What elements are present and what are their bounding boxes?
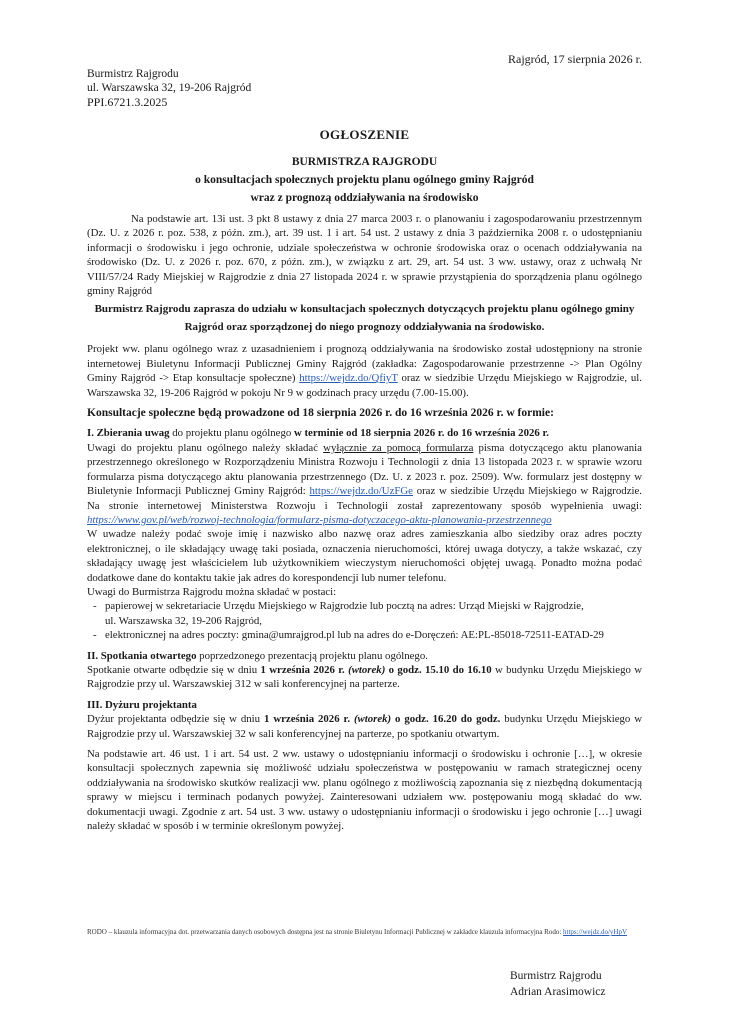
document-body	[87, 212, 642, 833]
ministry-link[interactable]: https://www.gov.pl/web/rozwoj-technologia/formularz-pisma-dotyczacego-aktu-planowania-przestrzennego	[87, 513, 552, 526]
section-1-paragraph-2: W uwadze należy podać swoje imię i nazwisko albo nazwę oraz adres zamieszkania albo siedziby oraz adres poczty elektronicznej, o ile składający uwagę taki posiada, oznaczenia nieruchomości, której uwaga dotyczy, a także wskazać, czy składający uwagę jest właścicielem lub użytkownikiem wieczystym nieruchomości objętej uwagą. Ponadto można podać dodatkowe dane do kontaktu takie jak adres do korespondencji lub numer telefonu.	[87, 528, 642, 584]
sender-block	[87, 67, 251, 109]
title-line-4: wraz z prognozą oddziaływania na środowisko	[250, 192, 479, 204]
invitation-paragraph: Burmistrz Rajgrodu zaprasza do udziału w konsultacjach społecznych dotyczących projektu planu ogólnego gminy Rajgród oraz sporządzonej do niego prognozy oddziaływania na środowisko.	[94, 303, 635, 334]
list-item	[105, 599, 642, 628]
section-3-date: 1 września 2026 r.	[264, 713, 351, 726]
section-2-subtitle: poprzedzonego prezentacją projektu planu ogólnego.	[196, 649, 428, 662]
section-3-text-end: budynku Urzędu Miejskiego w Rajgrodzie przy ul. Warszawskiej 32 w sali konferencyjnej na parterze, po spotkaniu otwartym.	[87, 713, 642, 740]
signature-name: Adrian Arasimowicz	[510, 986, 606, 998]
signature-block	[510, 968, 606, 1000]
document-title	[87, 127, 642, 207]
title-line-3: o konsultacjach społecznych projektu planu ogólnego gminy Rajgród	[195, 174, 534, 186]
section-3-heading	[87, 698, 642, 712]
section-3-text: Dyżur projektanta odbędzie się w dniu	[87, 713, 264, 726]
section-2-title: II. Spotkania otwartego	[87, 649, 197, 662]
section-2-heading	[87, 649, 642, 663]
section-1-paragraph-1	[87, 441, 642, 527]
section-2-time: o godz. 15.10 do 16.10	[388, 663, 492, 676]
list-item-text-cont: ul. Warszawska 32, 19-206 Rajgród,	[105, 614, 262, 627]
form-link[interactable]: https://wejdz.do/UzFGe	[309, 485, 413, 498]
form-text-cont: pisma dotyczącego aktu planowania przestrzennego określonego w Rozporządzeniu Ministra Rozwoju i Technologii z dnia 13 listopada 2023 r. w sprawie wzoru formularza pisma dotyczącego aktu planowania przestrzennego (Dz. U. z 2023 r. poz. 2509). Ww. formularz jest dostępny w Biuletynie Informacji Publicznej Gminy Rajgród:	[87, 441, 642, 498]
form-only-underlined: wyłącznie za pomocą formularza	[323, 441, 474, 454]
reference-number: PPI.6721.3.2025	[87, 95, 168, 109]
section-1-heading	[87, 426, 642, 440]
project-info-text-end: oraz w siedzibie Urzędu Miejskiego w Rajgrodzie, ul. Warszawska 32, 19-206 Rajgród w pokoju Nr 9 w godzinach pracy urzędu (7.00-15.00).	[87, 372, 642, 399]
title-line-2: BURMISTRZA RAJGRODU	[291, 156, 438, 168]
rodo-link[interactable]: https://wejdz.do/yHpV	[563, 928, 628, 936]
submission-methods-list	[87, 599, 642, 642]
project-info-paragraph	[87, 342, 642, 400]
section-1-paragraph-3: Uwagi do Burmistrza Rajgrodu można składać w postaci:	[87, 585, 337, 598]
rodo-footnote	[87, 927, 642, 937]
closing-paragraph: Na podstawie art. 46 ust. 1 i art. 54 ust. 2 ww. ustawy o udostępnianiu informacji o środowisku i ochronie […], w okresie konsultacji społecznych zapewnia się możliwość udziału społeczeństwa w postępowaniu w ramach strategicznej oceny oddziaływania na środowisko skutków realizacji ww. planu ogólnego z możliwością zapoznania się z niezbędną dokumentacją sprawy w miejscu i terminach podanych powyżej. Zainteresowani udziałem ww. postępowaniu mogą składać do ww. dokumentacji uwagi. Zgodnie z art. 54 ust. 3 ww. ustawy o udostępnianiu informacji o środowisku i jego ochronie […] uwagi należy składać w sposób i w terminie określonym powyżej.	[87, 748, 642, 833]
sender-name: Burmistrz Rajgrodu	[87, 68, 179, 80]
section-2-text: Spotkanie otwarte odbędzie się w dniu	[87, 663, 261, 676]
section-2-text-end: w budynku Urzędu Miejskiego w Rajgrodzie przy ul. Warszawskiej 312 w sali konferencyjnej na parterze.	[87, 663, 643, 691]
sender-address: ul. Warszawska 32, 19-206 Rajgród	[87, 82, 252, 94]
bip-link[interactable]: https://wejdz.do/QfiyT	[299, 372, 398, 385]
section-1-subtitle: do projektu planu ogólnego	[169, 427, 294, 440]
section-3-time: o godz. 16.20 do godz.	[395, 713, 501, 726]
section-2-date: 1 września 2026 r.	[260, 663, 345, 676]
rodo-text: RODO – klauzula informacyjna dot. przetwarzania danych osobowych dostępna jest na stronie Biuletynu Informacji Publicznej w zakładce klauzula informacyjna Rodo:	[87, 928, 564, 936]
form-text-cont-2: oraz w siedzibie Urzędu Miejskiego w Rajgrodzie. Na stronie internetowej Ministerstwa Rozwoju i Technologii został zaprezentowany sposób wypełnienia uwagi:	[87, 485, 642, 512]
section-1-dates: w terminie od 18 sierpnia 2026 r. do 16 września 2026 r.	[293, 427, 549, 440]
section-1-title: I. Zbierania uwag	[87, 427, 170, 440]
section-2-paragraph	[87, 663, 642, 692]
title-line-1: OGŁOSZENIE	[319, 127, 410, 142]
form-text: Uwagi do projektu planu ogólnego należy składać	[87, 441, 324, 454]
section-3-weekday: (wtorek)	[353, 713, 392, 726]
section-3-paragraph	[87, 712, 642, 741]
section-3-title: III. Dyżuru projektanta	[87, 698, 197, 711]
intro-paragraph: Na podstawie art. 13i ust. 3 pkt 8 ustawy z dnia 27 marca 2003 r. o planowaniu i zagospodarowaniu przestrzennym (Dz. U. z 2026 r. poz. 538, z późn. zm.), art. 39 ust. 1 i art. 54 ust. 2 ustawy z dnia 3 października 2008 r. o udostępnianiu informacji o środowisku i jego ochronie, udziale społeczeństwa w ochronie środowiska oraz o ocenach oddziaływania na środowisko (Dz. U. z 2026 r. poz. 670, z późn. zm.), w związku z art. 29, art. 54 ust. 3 ww. ustawy, oraz z uchwałą Nr VIII/57/24 Rady Miejskiej w Rajgrodzie z dnia 27 listopada 2024 r. w sprawie przystąpienia do sporządzenia planu ogólnego gminy Rajgród	[87, 213, 642, 298]
list-item-text: papierowej w sekretariacie Urzędu Miejskiego w Rajgrodzie lub pocztą na adres: Urząd Miejski w Rajgrodzie,	[105, 600, 584, 613]
list-item: - elektronicznej na adres poczty: gmina@umrajgrod.pl lub na adres do e-Doręczeń: AE:PL-85018-72511-EATAD-29	[105, 628, 642, 642]
place-date: Rajgród, 17 sierpnia 2026 r.	[508, 52, 642, 66]
forms-heading: Konsultacje społeczne będą prowadzone od 18 sierpnia 2026 r. do 16 września 2026 r. w formie:	[87, 407, 554, 420]
signature-title: Burmistrz Rajgrodu	[510, 970, 602, 982]
project-info-text: Projekt ww. planu ogólnego wraz z uzasadnieniem i prognozą oddziaływania na środowisko został udostępniony na stronie internetowej Biuletynu Informacji Publicznej Gminy Rajgród (zakładka: Zagospodarowanie przestrzenne -> Plan Ogólny Gminy Rajgród -> Etap konsultacje społeczne)	[87, 343, 642, 385]
section-2-weekday: (wtorek)	[348, 663, 386, 676]
